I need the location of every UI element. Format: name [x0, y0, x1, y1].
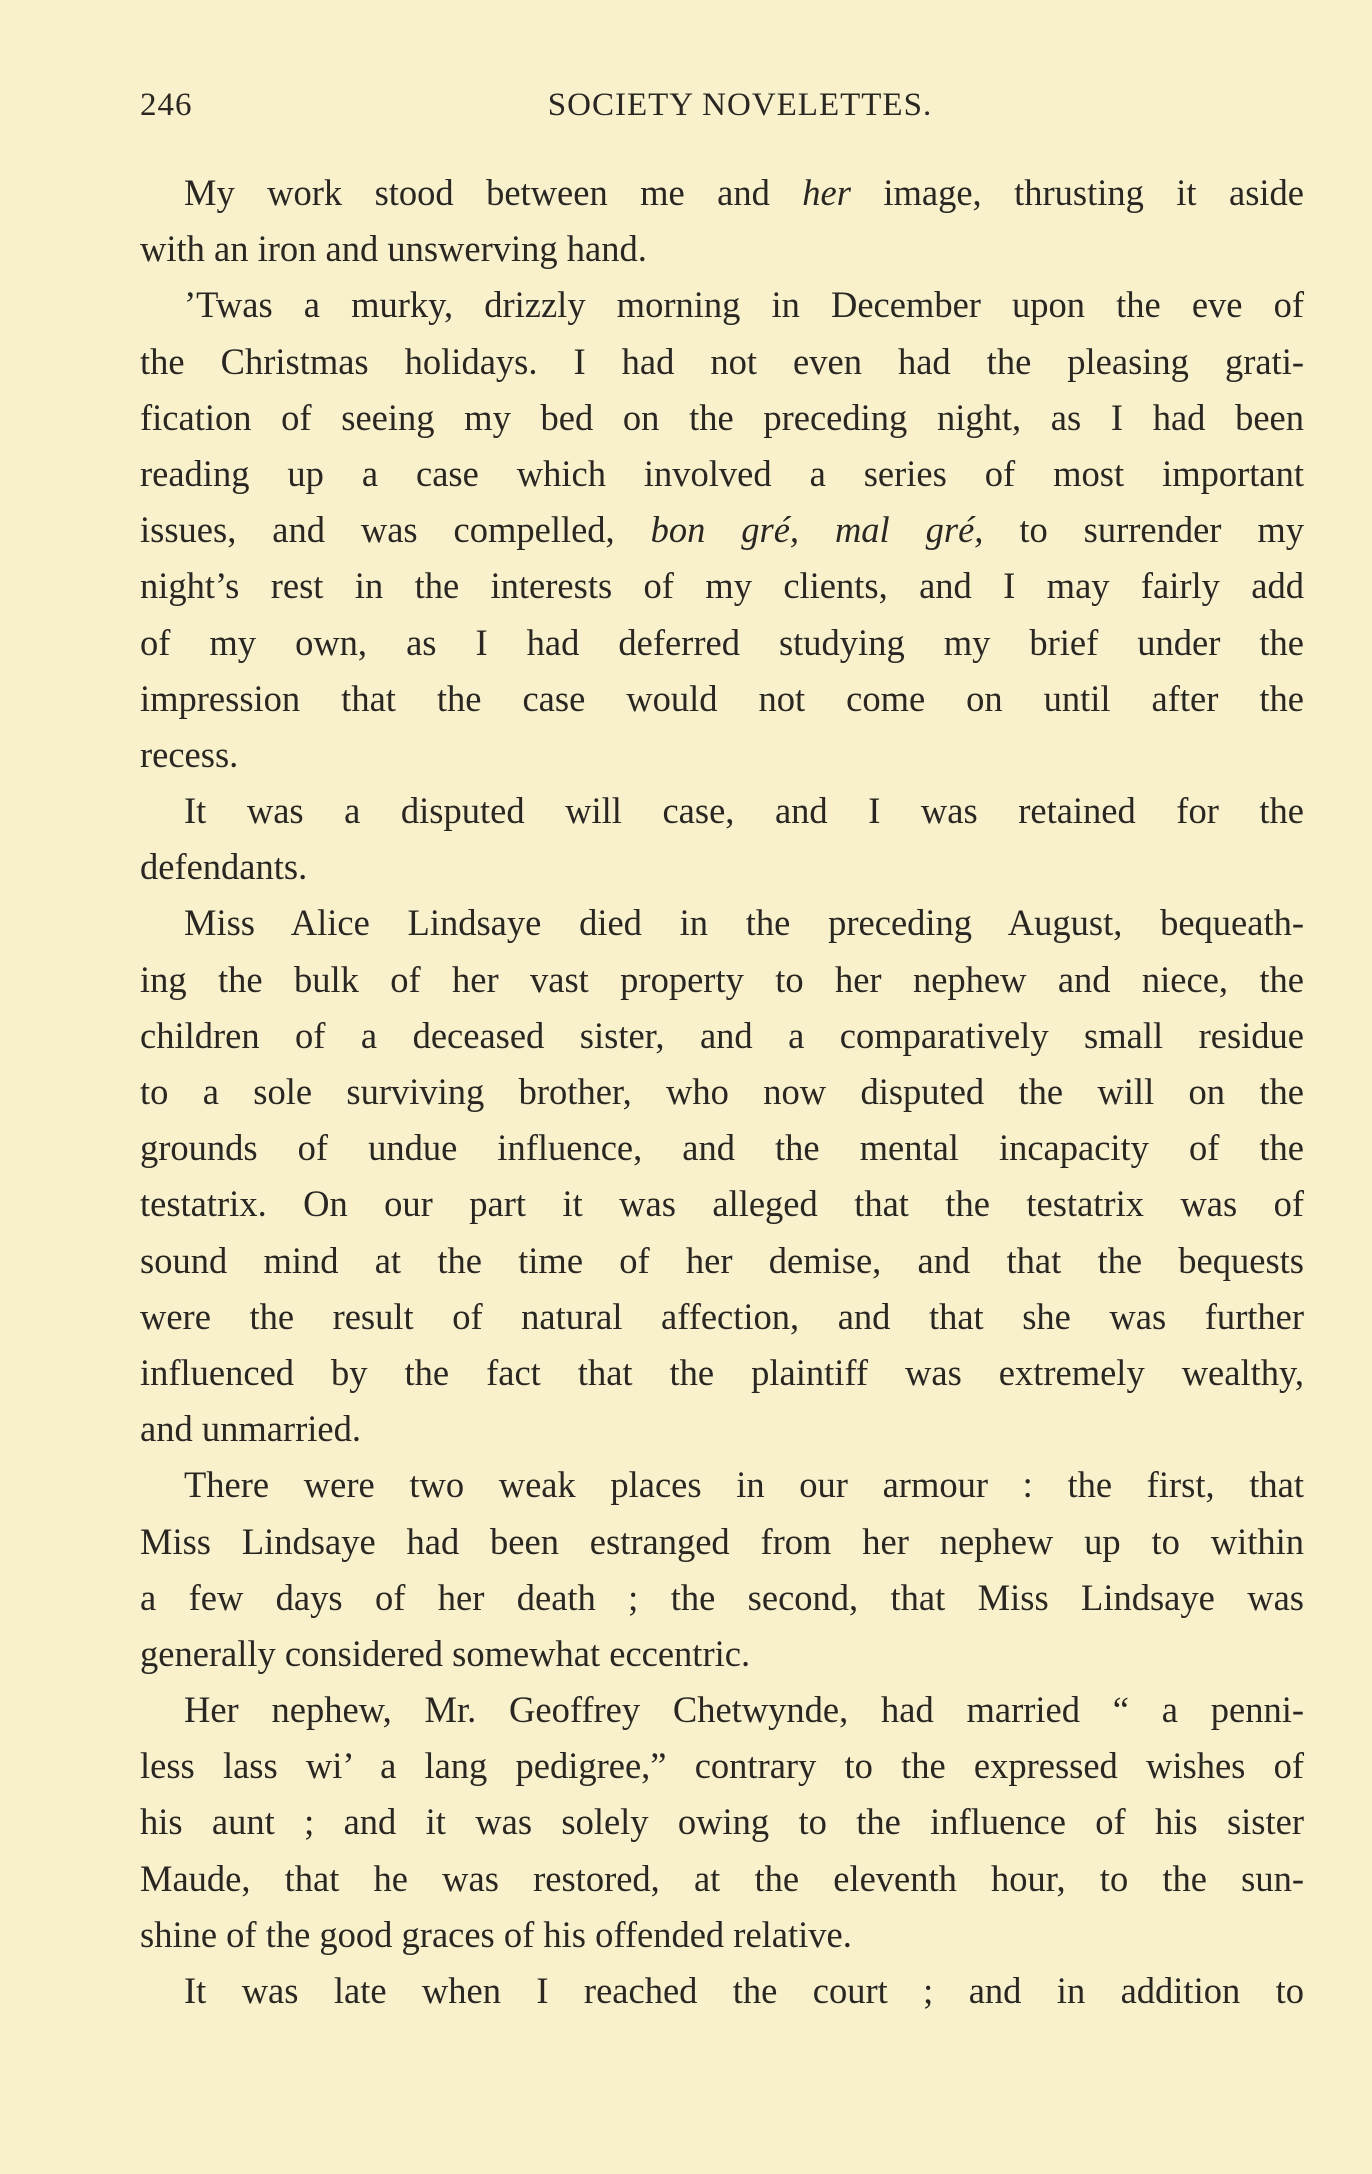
- text-line: Maude, that he was restored, at the eleventh hour, to the sun-: [140, 1857, 1304, 1899]
- text-line: It was a disputed will case, and I was retained for the: [184, 790, 1304, 832]
- page-number: 246: [140, 87, 193, 123]
- text-line: generally considered somewhat eccentric.: [140, 1632, 751, 1674]
- text-line: reading up a case which involved a series of most important: [140, 452, 1304, 494]
- text-line: and unmarried.: [140, 1408, 361, 1450]
- running-head: [140, 82, 1300, 128]
- text-line: sound mind at the time of her demise, and that the bequests: [140, 1239, 1304, 1281]
- text-line: shine of the good graces of his offended relative.: [140, 1913, 852, 1955]
- text-line: a few days of her death ; the second, that Miss Lindsaye was: [140, 1576, 1304, 1618]
- text-line: Her nephew, Mr. Geoffrey Chetwynde, had married “ a penni-: [184, 1689, 1304, 1731]
- text-line: testatrix. On our part it was alleged that the testatrix was of: [140, 1183, 1304, 1225]
- text-line: There were two weak places in our armour : the first, that: [184, 1464, 1304, 1506]
- running-title: SOCIETY NOVELETTES.: [547, 87, 933, 123]
- text-line: less lass wi’ a lang pedigree,” contrary to the expressed wishes of: [140, 1745, 1304, 1787]
- text-line: recess.: [140, 733, 239, 775]
- text-line: My work stood between me and her image, thrusting it aside: [184, 172, 1304, 213]
- text-line: ’Twas a murky, drizzly morning in December upon the eve of: [184, 284, 1304, 326]
- text-line: the Christmas holidays. I had not even had the pleasing grati-: [140, 340, 1304, 382]
- text-line: grounds of undue influence, and the mental incapacity of the: [140, 1127, 1304, 1169]
- text-line: night’s rest in the interests of my clients, and I may fairly add: [140, 565, 1304, 607]
- text-line: defendants.: [140, 846, 308, 888]
- text-line: Miss Lindsaye had been estranged from her nephew up to within: [140, 1520, 1304, 1562]
- text-line: of my own, as I had deferred studying my brief under the: [140, 621, 1304, 663]
- text-line: issues, and was compelled, bon gré, mal gré, to surrender my: [140, 509, 1304, 551]
- text-line: to a sole surviving brother, who now disputed the will on the: [140, 1071, 1304, 1112]
- text-line: ing the bulk of her vast property to her nephew and niece, the: [140, 958, 1304, 1000]
- text-line: children of a deceased sister, and a comparatively small residue: [140, 1014, 1304, 1056]
- text-line: Miss Alice Lindsaye died in the preceding August, bequeath-: [184, 902, 1304, 944]
- body-text: [140, 165, 1304, 2019]
- text-line: impression that the case would not come on until after the: [140, 677, 1304, 719]
- text-line: were the result of natural affection, and that she was further: [140, 1295, 1304, 1337]
- text-line: fication of seeing my bed on the preceding night, as I had been: [140, 396, 1304, 438]
- text-line: influenced by the fact that the plaintiff was extremely wealthy,: [140, 1351, 1304, 1393]
- text-line: with an iron and unswerving hand.: [140, 228, 647, 270]
- text-line: his aunt ; and it was solely owing to the influence of his sister: [140, 1801, 1304, 1843]
- text-line: It was late when I reached the court ; and in addition to: [184, 1970, 1304, 2011]
